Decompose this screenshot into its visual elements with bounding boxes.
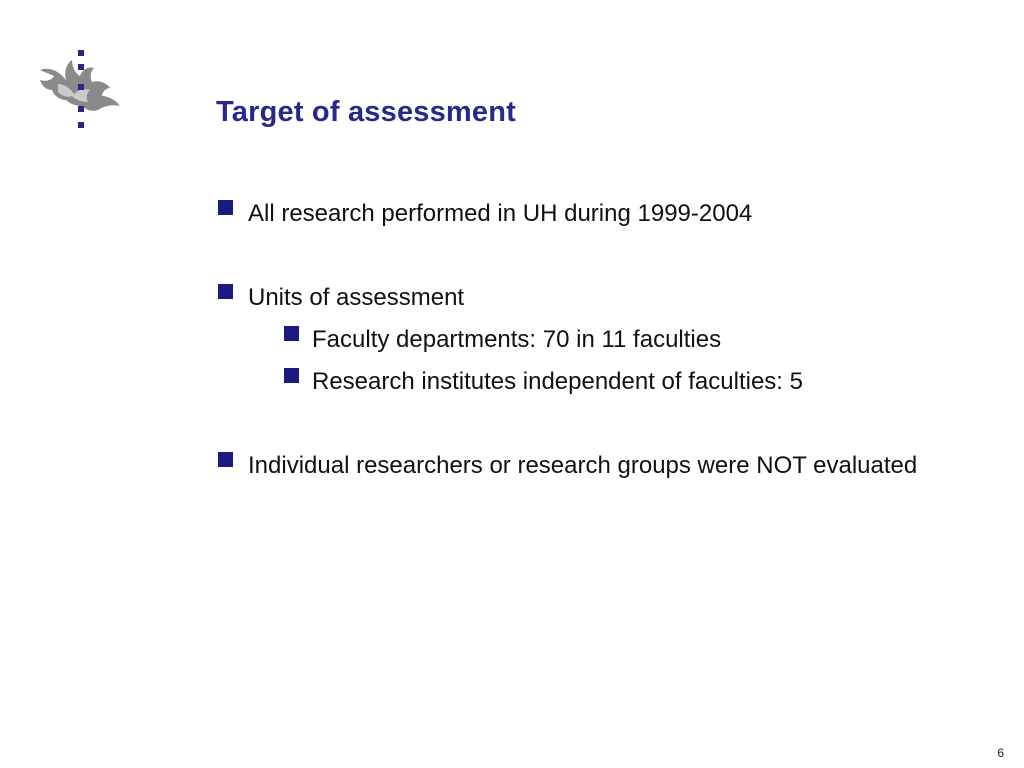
bullet-item	[216, 445, 948, 487]
bullet-text: Individual researchers or research groups were NOT evaluated	[248, 452, 918, 479]
sub-bullet-text: Faculty departments: 70 in 11 faculties	[312, 326, 722, 353]
sub-bullet-item	[216, 319, 976, 361]
spacer	[216, 403, 976, 445]
bullet-list	[216, 193, 976, 487]
page-number: 6	[997, 746, 1004, 760]
logo-dot-1	[78, 50, 84, 56]
sub-bullet-text: Research institutes independent of faculties: 5	[312, 368, 803, 395]
sub-bullet-item	[216, 361, 976, 403]
square-bullet-icon	[284, 368, 299, 383]
logo-dot-3	[78, 84, 84, 90]
bullet-text: All research performed in UH during 1999-2004	[248, 200, 753, 227]
bullet-item	[216, 277, 976, 319]
square-bullet-icon	[218, 284, 233, 299]
university-flame-logo-icon	[36, 50, 126, 136]
square-bullet-icon	[284, 326, 299, 341]
logo-dot-5	[78, 122, 84, 128]
spacer	[216, 235, 976, 277]
square-bullet-icon	[218, 452, 233, 467]
square-bullet-icon	[218, 200, 233, 215]
bullet-item	[216, 193, 976, 235]
logo-dot-4	[78, 106, 84, 112]
logo-dot-2	[78, 64, 84, 70]
bullet-text: Units of assessment	[248, 284, 465, 311]
slide-title: Target of assessment	[216, 96, 517, 128]
